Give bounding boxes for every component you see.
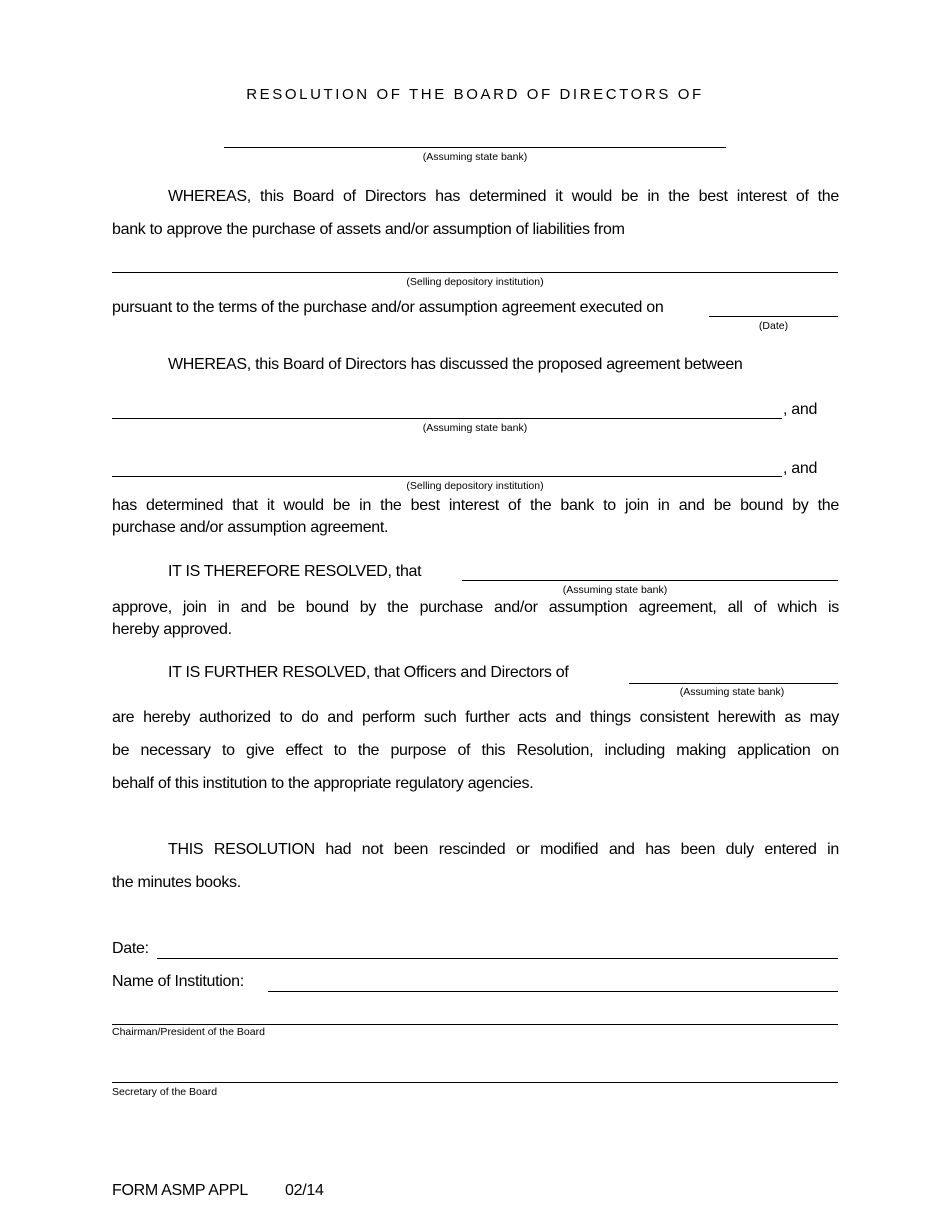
paragraph4-line2: are hereby authorized to do and perform such further acts and things consistent herewith as may — [112, 709, 839, 726]
chairman-label: Chairman/President of the Board — [112, 1026, 265, 1038]
paragraph4-line4: behalf of this institution to the appropriate regulatory agencies. — [112, 775, 534, 792]
paragraph1-line3: pursuant to the terms of the purchase and/or assumption agreement executed on — [112, 299, 664, 316]
institution-label: Name of Institution: — [112, 973, 244, 990]
paragraph4-lead: IT IS FURTHER RESOLVED, that Officers and Directors of — [168, 664, 569, 681]
paragraph2-line-last-b: purchase and/or assumption agreement. — [112, 519, 389, 536]
assuming-bank-blank-3[interactable] — [462, 580, 838, 581]
institution-name-field[interactable] — [268, 991, 838, 992]
secretary-signature-field[interactable] — [112, 1082, 838, 1083]
paragraph4-line3: be necessary to give effect to the purpose of this Resolution, including making application on — [112, 742, 839, 759]
footer-revision: 02/14 — [285, 1182, 324, 1199]
agreement-date-blank[interactable] — [709, 316, 838, 317]
date-label: Date: — [112, 940, 149, 957]
page-title: RESOLUTION OF THE BOARD OF DIRECTORS OF — [246, 86, 704, 103]
selling-institution-blank[interactable] — [112, 272, 838, 273]
paragraph2-line1: WHEREAS, this Board of Directors has discussed the proposed agreement between — [168, 356, 743, 373]
assuming-bank-name-blank[interactable] — [224, 147, 726, 148]
caption-assuming-state-bank-2: (Assuming state bank) — [422, 422, 528, 434]
paragraph5-line1: THIS RESOLUTION had not been rescinded or modified and has been duly entered in — [168, 841, 839, 858]
paragraph5-line2: the minutes books. — [112, 874, 241, 891]
caption-assuming-state-bank-4: (Assuming state bank) — [679, 686, 785, 698]
paragraph3-line2: approve, join in and be bound by the purchase and/or assumption agreement, all of which is — [112, 599, 839, 616]
chairman-signature-field[interactable] — [112, 1024, 838, 1025]
selling-institution-blank-2[interactable] — [112, 476, 782, 477]
and-text-1: , and — [783, 401, 818, 418]
caption-selling-institution-2: (Selling depository institution) — [406, 480, 544, 492]
secretary-label: Secretary of the Board — [112, 1086, 218, 1098]
caption-assuming-state-bank: (Assuming state bank) — [422, 151, 528, 163]
caption-selling-institution: (Selling depository institution) — [406, 276, 544, 288]
footer-form-id: FORM ASMP APPL — [112, 1182, 248, 1199]
and-text-2: , and — [783, 460, 818, 477]
paragraph2-line-last-a: has determined that it would be in the best interest of the bank to join in and be bound by the — [112, 497, 839, 514]
paragraph3-line3: hereby approved. — [112, 621, 232, 638]
caption-assuming-state-bank-3: (Assuming state bank) — [562, 584, 668, 596]
paragraph1-line1: WHEREAS, this Board of Directors has determined it would be in the best interest of the — [168, 188, 839, 205]
date-field[interactable] — [157, 958, 838, 959]
paragraph1-line2: bank to approve the purchase of assets and/or assumption of liabilities from — [112, 221, 625, 238]
caption-date: (Date) — [758, 320, 789, 332]
assuming-bank-blank-4[interactable] — [629, 683, 838, 684]
assuming-bank-blank-2[interactable] — [112, 418, 782, 419]
paragraph3-lead: IT IS THEREFORE RESOLVED, that — [168, 563, 422, 580]
